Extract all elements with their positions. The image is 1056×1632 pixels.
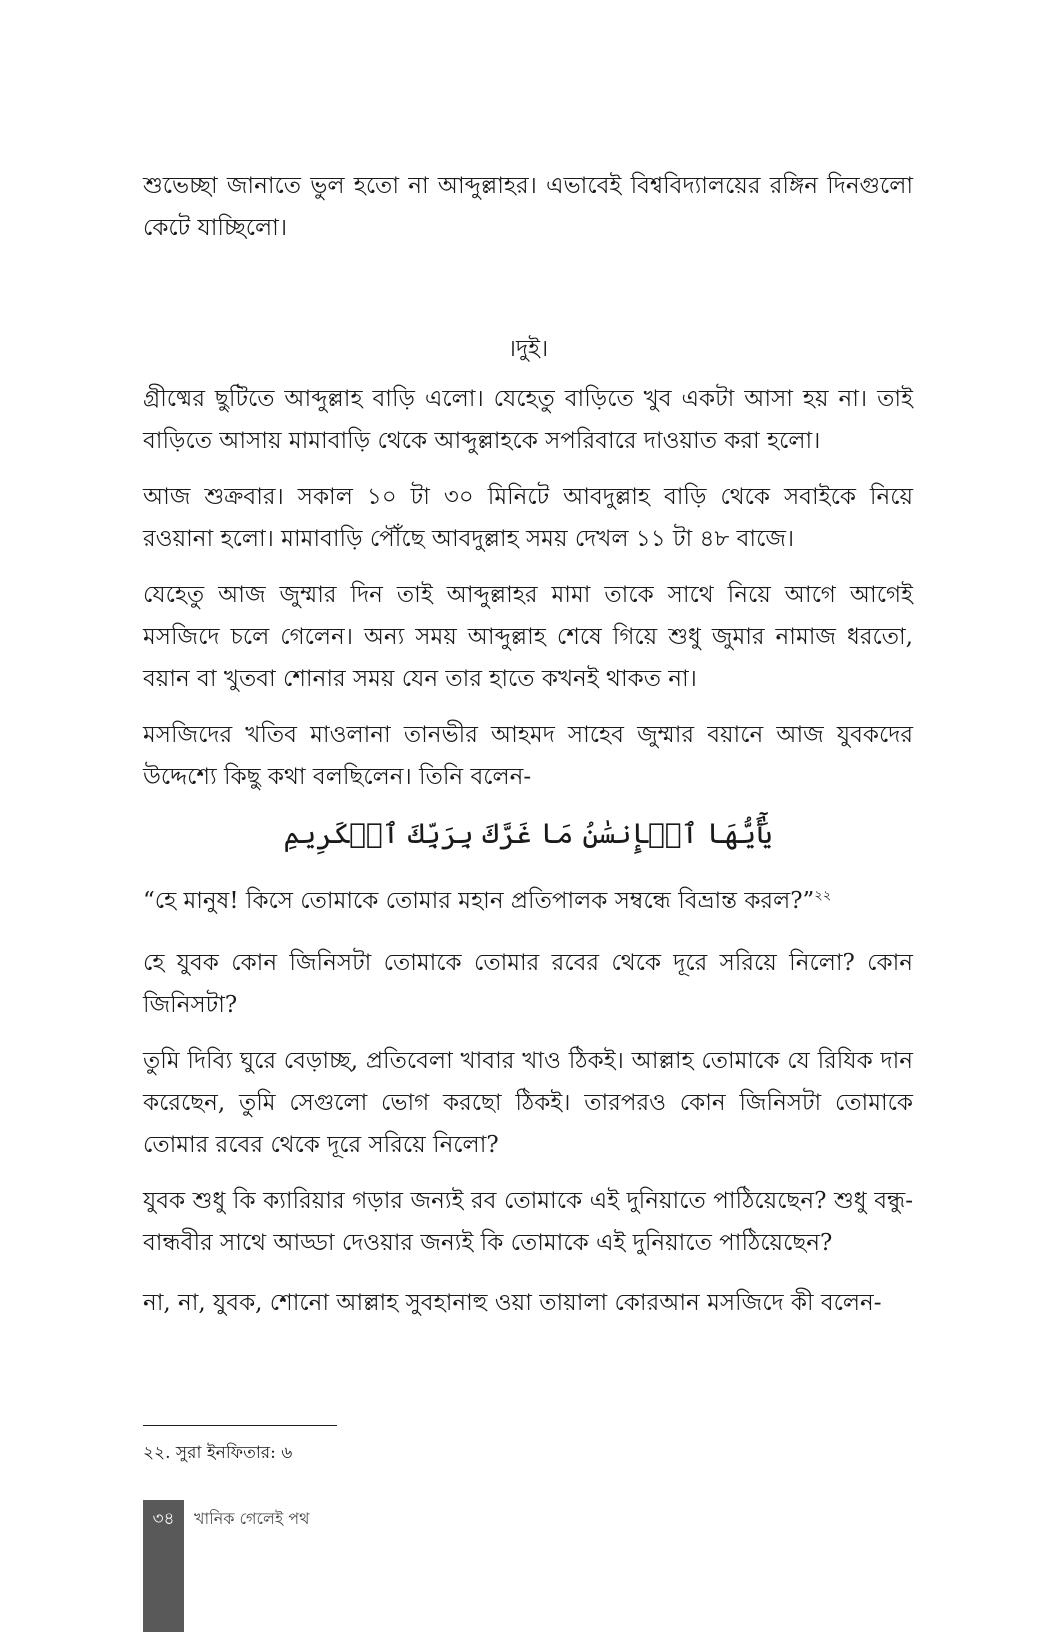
paragraph-intro: শুভেচ্ছা জানাতে ভুল হতো না আব্দুল্লাহর। এভাবেই বিশ্ববিদ্যালয়ের রঙ্গিন দিনগুলো কেটে যাচ্ছিলো। (143, 173, 913, 241)
paragraph-career: যুবক শুধু কি ক্যারিয়ার গড়ার জন্যই রব তোমাকে এই দুনিয়াতে পাঠিয়েছেন? শুধু বন্ধু-বান্ধবীর সাথে আড্ডা দেওয়ার জন্যই কি তোমাকে এই দুনিয়াতে পাঠিয়েছেন? (143, 1188, 913, 1256)
verse-translation (143, 880, 913, 922)
paragraph-listen: না, না, যুবক, শোনো আল্লাহ সুবহানাহু ওয়া তায়ালা কোরআন মসজিদে কী বলেন- (143, 1290, 882, 1316)
page-number: ৩৪ (152, 1509, 175, 1529)
paragraph-khatib: মসজিদের খতিব মাওলানা তানভীর আহমদ সাহেব জুম্মার বয়ানে আজ যুবকদের উদ্দেশ্যে কিছু কথা বলছিলেন। তিনি বলেন- (143, 722, 913, 790)
section-heading: ।দুই। (507, 336, 549, 362)
paragraph-jummah: যেহেতু আজ জুম্মার দিন তাই আব্দুল্লাহর মামা তাকে সাথে নিয়ে আগে আগেই মসজিদে চলে গেলেন। অন্য সময় আব্দুল্লাহ শেষে গিয়ে শুধু জুমার নামাজ ধরতো, বয়ান বা খুতবা শোনার সময় যেন তার হাতে কখনই থাকত না। (143, 582, 913, 692)
paragraph-friday: আজ শুক্রবার। সকাল ১০ টা ৩০ মিনিটে আবদুল্লাহ বাড়ি থেকে সবাইকে নিয়ে রওয়ানা হলো। মামাবাড়ি পৌঁছে আবদুল্লাহ সময় দেখল ১১ টা ৪৮ বাজে। (143, 484, 913, 552)
arabic-verse: يَٰٓأَيُّهَا ٱلۡإِنسَٰنُ مَا غَرَّكَ بِرَبِّكَ ٱلۡكَرِيمِ (283, 817, 773, 850)
paragraph-sustenance: তুমি দিব্যি ঘুরে বেড়াচ্ছ, প্রতিবেলা খাবার খাও ঠিকই। আল্লাহ তোমাকে যে রিযিক দান করেছেন, তুমি সেগুলো ভোগ করছো ঠিকই। তারপরও কোন জিনিসটা তোমাকে তোমার রবের থেকে দূরে সরিয়ে নিলো? (143, 1048, 913, 1158)
translation-text: “হে মানুষ! কিসে তোমাকে তোমার মহান প্রতিপালক সম্বন্ধে বিভ্রান্ত করল?” (143, 888, 815, 914)
paragraph-question: হে যুবক কোন জিনিসটা তোমাকে তোমার রবের থেকে দূরে সরিয়ে নিলো? কোন জিনিসটা? (143, 950, 913, 1018)
footnote: ২২. সুরা ইনফিতার: ৬ (143, 1443, 293, 1463)
running-title: খানিক গেলেই পথ (194, 1509, 310, 1528)
paragraph-summer-vacation: গ্রীষ্মের ছুটিতে আব্দুল্লাহ বাড়ি এলো। যেহেতু বাড়িতে খুব একটা আসা হয় না। তাই বাড়িতে আসায় মামাবাড়ি থেকে আব্দুল্লাহকে সপরিবারে দাওয়াত করা হলো। (143, 386, 913, 454)
footnote-divider (143, 1425, 337, 1426)
footnote-reference: ২২ (814, 888, 832, 904)
